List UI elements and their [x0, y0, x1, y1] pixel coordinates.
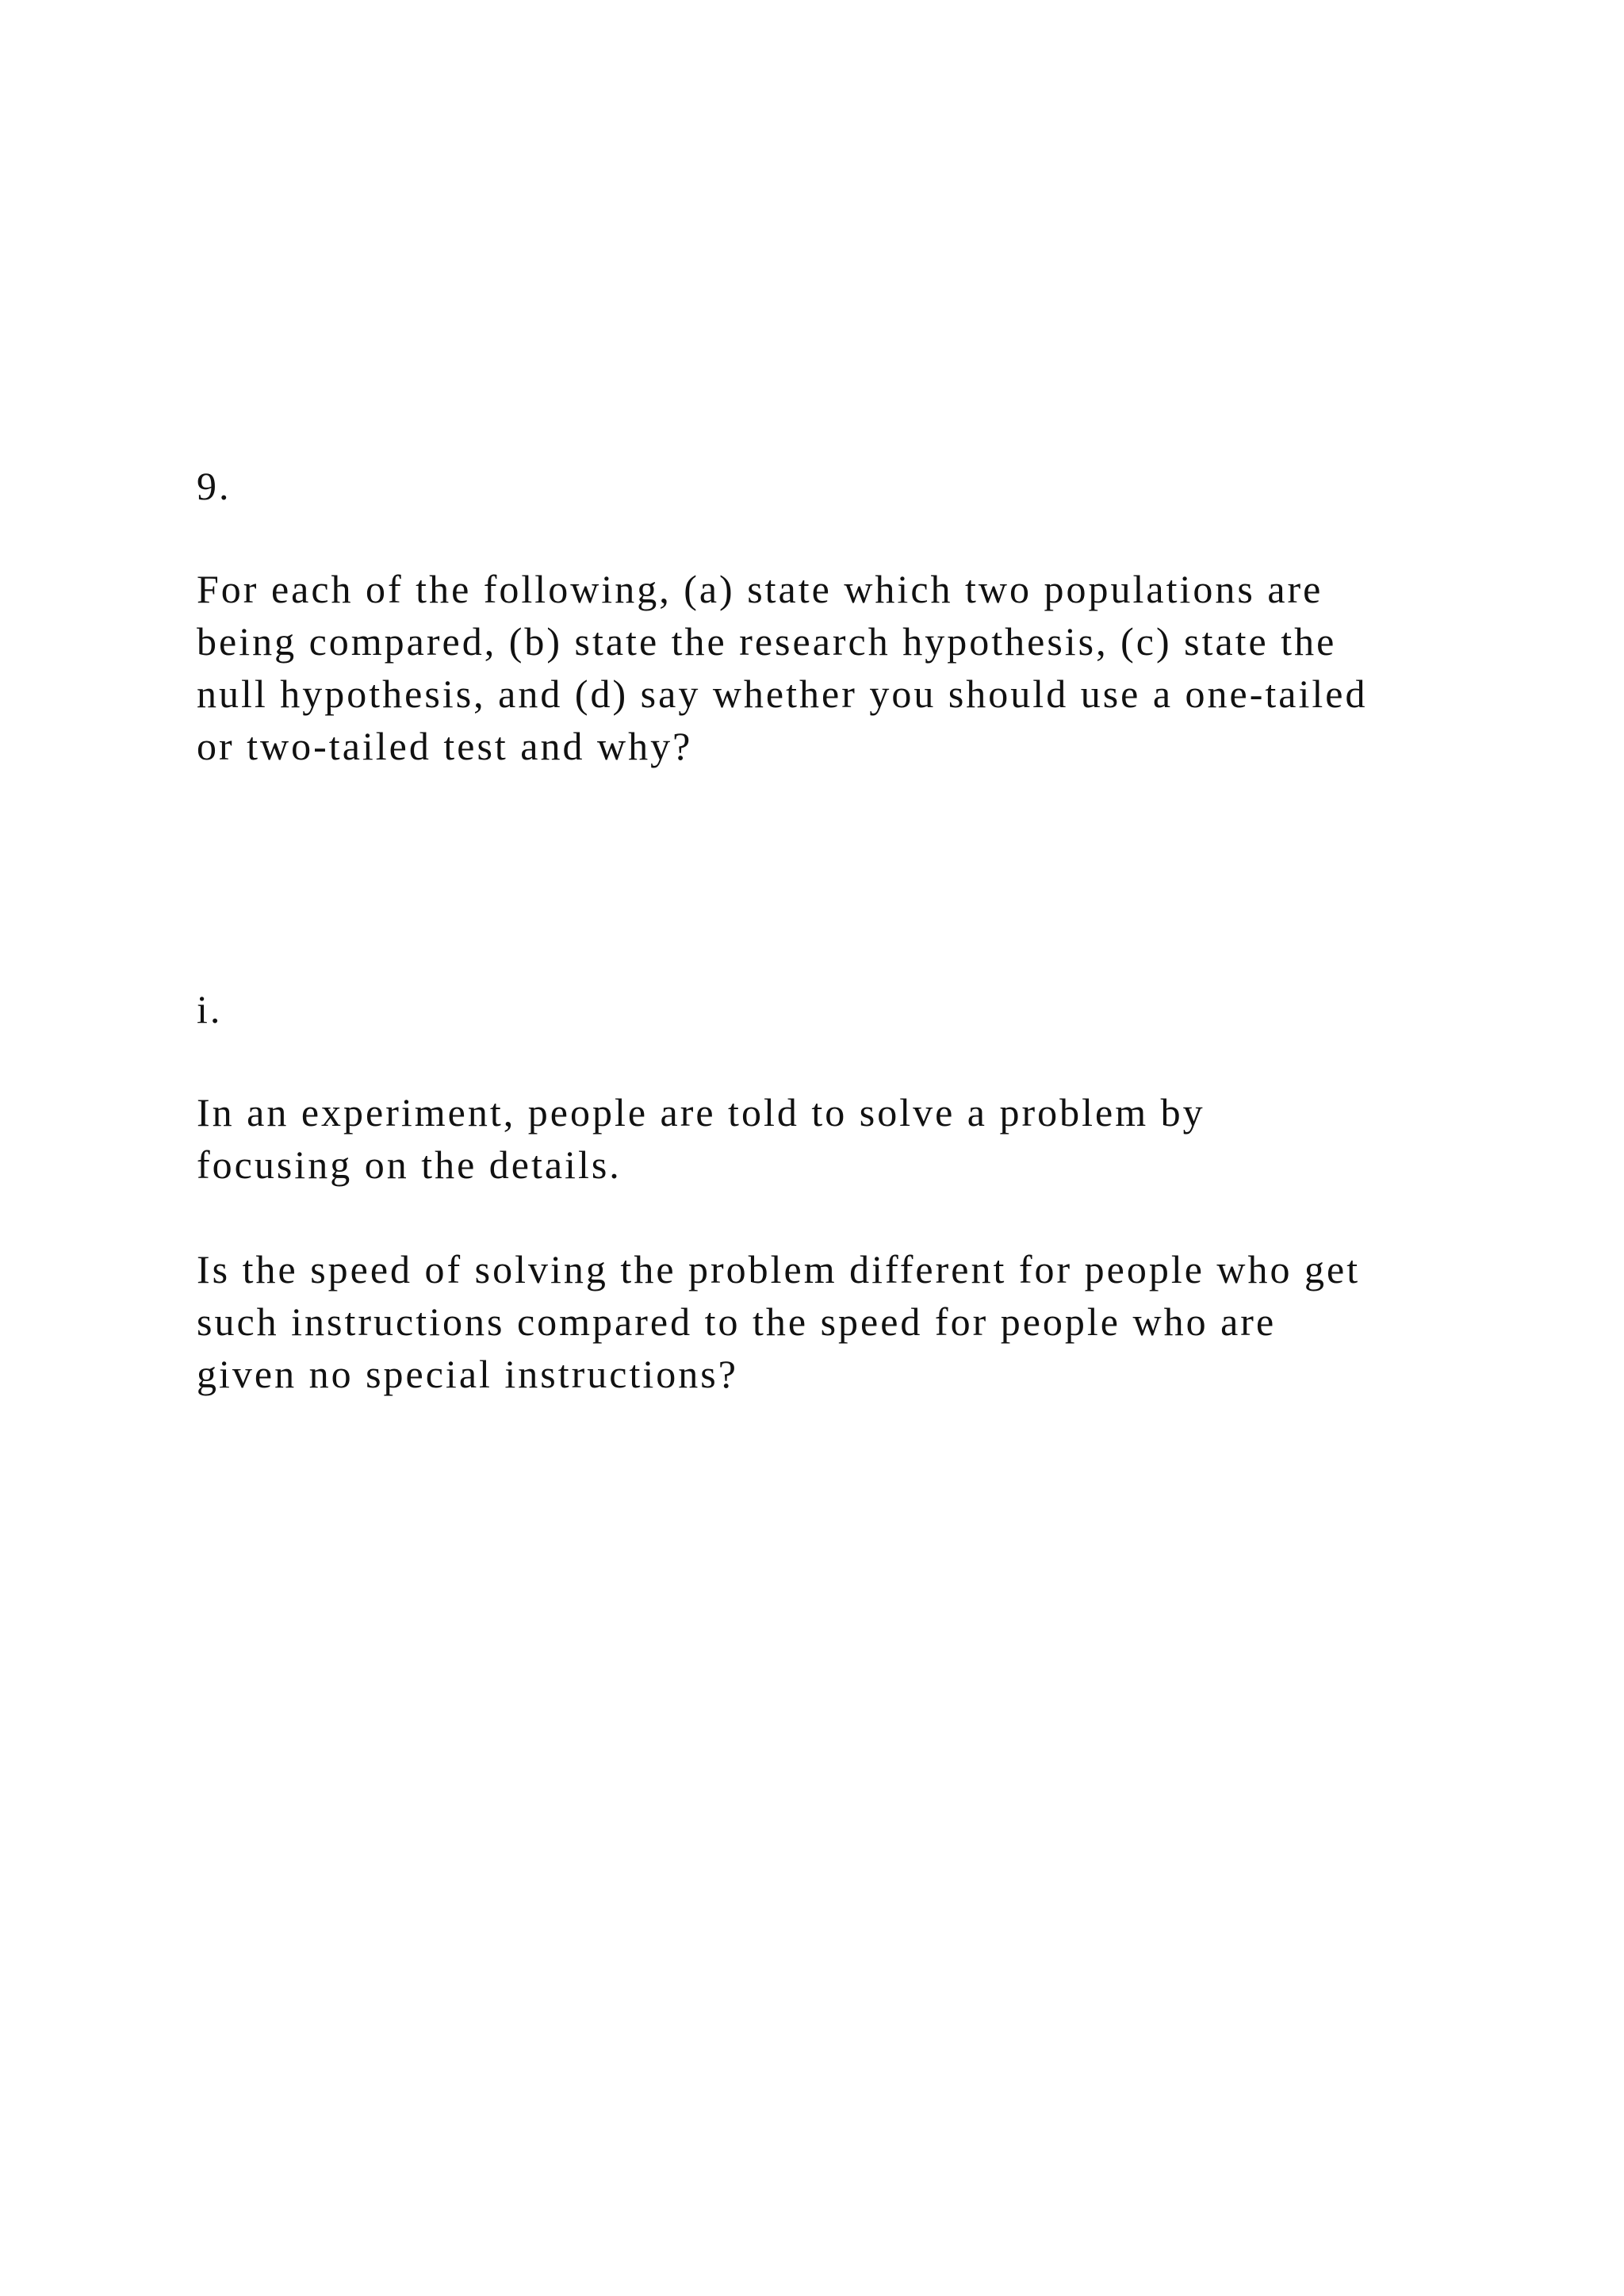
- sub-item-label: i.: [197, 987, 223, 1031]
- question-number: 9.: [197, 464, 232, 508]
- instructions-line: or two-tailed test and why?: [197, 724, 693, 768]
- scenario-line: In an experiment, people are told to solve a problem by: [197, 1090, 1205, 1135]
- instructions-line: being compared, (b) state the research hypothesis, (c) state the: [197, 619, 1337, 664]
- scenario-line: focusing on the details.: [197, 1142, 622, 1187]
- question-line: given no special instructions?: [197, 1352, 738, 1396]
- instructions-line: null hypothesis, and (d) say whether you should use a one-tailed: [197, 672, 1368, 716]
- question-line: Is the speed of solving the problem different for people who get: [197, 1247, 1361, 1292]
- instructions-line: For each of the following, (a) state which two populations are: [197, 567, 1323, 611]
- question-line: such instructions compared to the speed for people who are: [197, 1299, 1277, 1344]
